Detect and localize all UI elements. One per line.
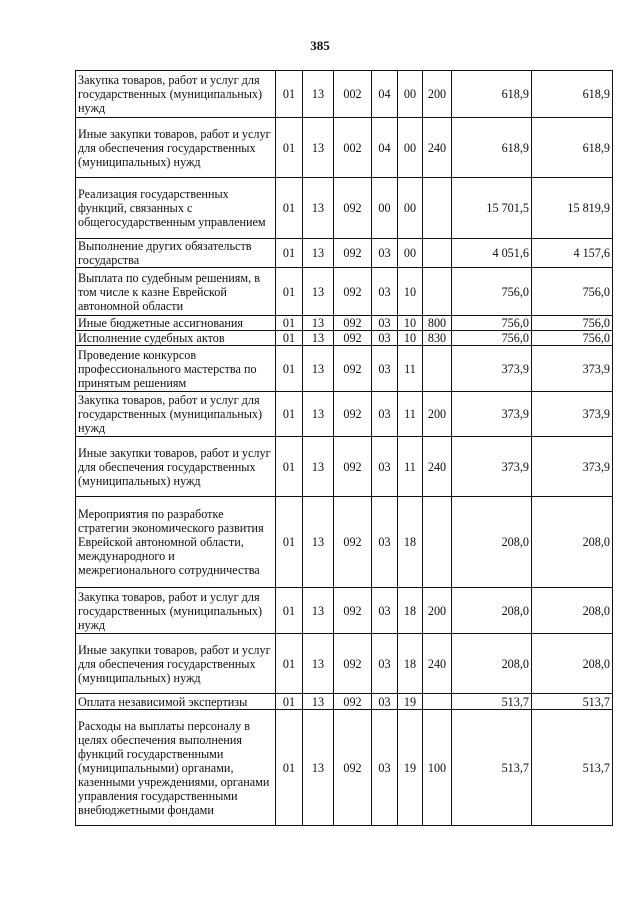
target-subarticle-code: 03	[372, 694, 398, 710]
amount-year-1: 756,0	[452, 331, 532, 346]
target-article-code: 092	[334, 437, 372, 497]
amount-year-2: 208,0	[532, 588, 613, 634]
section-code: 01	[276, 694, 303, 710]
row-name: Закупка товаров, работ и услуг для государственных (муниципальных) нужд	[76, 588, 276, 634]
page-number: 385	[310, 38, 330, 53]
target-article-code: 002	[334, 118, 372, 178]
section-code: 01	[276, 710, 303, 826]
amount-year-1: 373,9	[452, 437, 532, 497]
amount-year-1: 4 051,6	[452, 239, 532, 268]
subsection-code: 13	[303, 497, 334, 588]
section-code: 01	[276, 71, 303, 118]
expense-type-code: 200	[423, 392, 452, 437]
row-name: Иные закупки товаров, работ и услуг для обеспечения государственных (муниципальных) нужд	[76, 118, 276, 178]
target-item-code: 00	[398, 178, 423, 239]
target-item-code: 19	[398, 694, 423, 710]
amount-year-2: 4 157,6	[532, 239, 613, 268]
section-code: 01	[276, 178, 303, 239]
row-name: Выплата по судебным решениям, в том числе к казне Еврейской автономной области	[76, 268, 276, 316]
row-name: Оплата независимой экспертизы	[76, 694, 276, 710]
target-item-code: 10	[398, 331, 423, 346]
expense-type-code: 200	[423, 588, 452, 634]
amount-year-1: 513,7	[452, 694, 532, 710]
amount-year-1: 373,9	[452, 346, 532, 392]
row-name: Мероприятия по разработке стратегии экономического развития Еврейской автономной области, международного и межрегионального сотрудничества	[76, 497, 276, 588]
table-row	[76, 346, 613, 392]
target-article-code: 092	[334, 710, 372, 826]
expense-type-code: 240	[423, 118, 452, 178]
target-subarticle-code: 03	[372, 437, 398, 497]
target-item-code: 00	[398, 118, 423, 178]
amount-year-1: 513,7	[452, 710, 532, 826]
target-item-code: 10	[398, 316, 423, 331]
row-name: Закупка товаров, работ и услуг для государственных (муниципальных) нужд	[76, 71, 276, 118]
target-subarticle-code: 03	[372, 710, 398, 826]
amount-year-1: 756,0	[452, 268, 532, 316]
subsection-code: 13	[303, 268, 334, 316]
subsection-code: 13	[303, 239, 334, 268]
subsection-code: 13	[303, 118, 334, 178]
table-row	[76, 178, 613, 239]
expense-type-code: 200	[423, 71, 452, 118]
target-item-code: 11	[398, 392, 423, 437]
row-name: Иные закупки товаров, работ и услуг для обеспечения государственных (муниципальных) нужд	[76, 437, 276, 497]
target-article-code: 092	[334, 316, 372, 331]
table-row	[76, 239, 613, 268]
target-item-code: 11	[398, 346, 423, 392]
target-subarticle-code: 03	[372, 497, 398, 588]
subsection-code: 13	[303, 710, 334, 826]
subsection-code: 13	[303, 392, 334, 437]
expense-type-code	[423, 178, 452, 239]
row-name: Закупка товаров, работ и услуг для государственных (муниципальных) нужд	[76, 392, 276, 437]
expense-type-code	[423, 497, 452, 588]
target-subarticle-code: 03	[372, 392, 398, 437]
subsection-code: 13	[303, 634, 334, 694]
amount-year-1: 208,0	[452, 497, 532, 588]
amount-year-1: 208,0	[452, 588, 532, 634]
table-row	[76, 268, 613, 316]
budget-table	[75, 70, 613, 826]
subsection-code: 13	[303, 316, 334, 331]
amount-year-2: 618,9	[532, 118, 613, 178]
amount-year-2: 756,0	[532, 316, 613, 331]
table-row	[76, 118, 613, 178]
section-code: 01	[276, 437, 303, 497]
amount-year-2: 373,9	[532, 392, 613, 437]
amount-year-1: 618,9	[452, 118, 532, 178]
section-code: 01	[276, 346, 303, 392]
target-article-code: 092	[334, 634, 372, 694]
target-item-code: 18	[398, 497, 423, 588]
target-subarticle-code: 03	[372, 634, 398, 694]
target-article-code: 092	[334, 392, 372, 437]
section-code: 01	[276, 118, 303, 178]
expense-type-code	[423, 239, 452, 268]
target-article-code: 092	[334, 497, 372, 588]
target-item-code: 11	[398, 437, 423, 497]
target-article-code: 092	[334, 331, 372, 346]
section-code: 01	[276, 239, 303, 268]
table-body	[76, 71, 613, 826]
subsection-code: 13	[303, 437, 334, 497]
target-article-code: 092	[334, 346, 372, 392]
amount-year-1: 208,0	[452, 634, 532, 694]
row-name: Расходы на выплаты персоналу в целях обеспечения выполнения функций государственными (муниципальными) органами, казенными учреждениями, органами управления государственными внебюджетными фондами	[76, 710, 276, 826]
target-article-code: 092	[334, 694, 372, 710]
expense-type-code: 240	[423, 437, 452, 497]
table-row	[76, 331, 613, 346]
row-name: Иные бюджетные ассигнования	[76, 316, 276, 331]
target-item-code: 18	[398, 588, 423, 634]
amount-year-2: 756,0	[532, 268, 613, 316]
target-item-code: 18	[398, 634, 423, 694]
row-name: Проведение конкурсов профессионального мастерства по принятым решениям	[76, 346, 276, 392]
target-item-code: 00	[398, 239, 423, 268]
section-code: 01	[276, 634, 303, 694]
amount-year-1: 618,9	[452, 71, 532, 118]
row-name: Реализация государственных функций, связанных с общегосударственным управлением	[76, 178, 276, 239]
subsection-code: 13	[303, 178, 334, 239]
target-article-code: 092	[334, 268, 372, 316]
expense-type-code	[423, 346, 452, 392]
target-subarticle-code: 00	[372, 178, 398, 239]
row-name: Иные закупки товаров, работ и услуг для обеспечения государственных (муниципальных) нужд	[76, 634, 276, 694]
table-row	[76, 634, 613, 694]
amount-year-2: 373,9	[532, 437, 613, 497]
amount-year-2: 618,9	[532, 71, 613, 118]
amount-year-2: 208,0	[532, 497, 613, 588]
target-subarticle-code: 03	[372, 239, 398, 268]
expense-type-code	[423, 694, 452, 710]
expense-type-code: 240	[423, 634, 452, 694]
table-row	[76, 694, 613, 710]
target-subarticle-code: 03	[372, 331, 398, 346]
target-article-code: 002	[334, 71, 372, 118]
target-subarticle-code: 03	[372, 316, 398, 331]
amount-year-2: 513,7	[532, 694, 613, 710]
amount-year-1: 373,9	[452, 392, 532, 437]
section-code: 01	[276, 392, 303, 437]
amount-year-2: 208,0	[532, 634, 613, 694]
table-row	[76, 316, 613, 331]
amount-year-1: 15 701,5	[452, 178, 532, 239]
expense-type-code	[423, 268, 452, 316]
section-code: 01	[276, 497, 303, 588]
table-row	[76, 71, 613, 118]
amount-year-2: 15 819,9	[532, 178, 613, 239]
subsection-code: 13	[303, 71, 334, 118]
target-item-code: 19	[398, 710, 423, 826]
table-row	[76, 497, 613, 588]
subsection-code: 13	[303, 694, 334, 710]
target-article-code: 092	[334, 588, 372, 634]
target-subarticle-code: 04	[372, 118, 398, 178]
subsection-code: 13	[303, 588, 334, 634]
target-item-code: 00	[398, 71, 423, 118]
amount-year-2: 756,0	[532, 331, 613, 346]
row-name: Выполнение других обязательств государства	[76, 239, 276, 268]
target-subarticle-code: 04	[372, 71, 398, 118]
expense-type-code: 100	[423, 710, 452, 826]
expense-type-code: 800	[423, 316, 452, 331]
table-row	[76, 710, 613, 826]
target-article-code: 092	[334, 239, 372, 268]
subsection-code: 13	[303, 346, 334, 392]
target-subarticle-code: 03	[372, 588, 398, 634]
table-row	[76, 588, 613, 634]
subsection-code: 13	[303, 331, 334, 346]
section-code: 01	[276, 316, 303, 331]
table-row	[76, 437, 613, 497]
amount-year-1: 756,0	[452, 316, 532, 331]
target-article-code: 092	[334, 178, 372, 239]
section-code: 01	[276, 588, 303, 634]
target-subarticle-code: 03	[372, 268, 398, 316]
target-item-code: 10	[398, 268, 423, 316]
section-code: 01	[276, 268, 303, 316]
table-row	[76, 392, 613, 437]
amount-year-2: 513,7	[532, 710, 613, 826]
amount-year-2: 373,9	[532, 346, 613, 392]
section-code: 01	[276, 331, 303, 346]
target-subarticle-code: 03	[372, 346, 398, 392]
row-name: Исполнение судебных актов	[76, 331, 276, 346]
expense-type-code: 830	[423, 331, 452, 346]
